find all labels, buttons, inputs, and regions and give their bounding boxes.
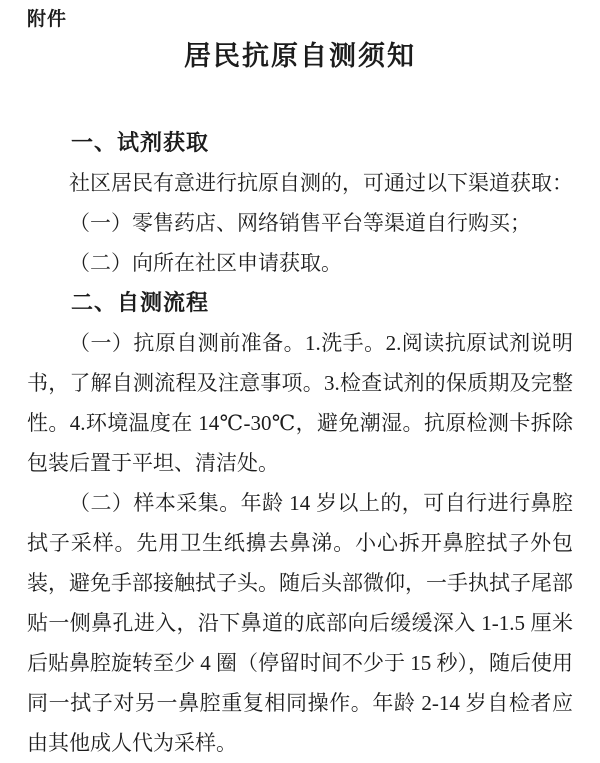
section-heading-self-test-procedure: 二、自测流程 xyxy=(71,290,210,315)
attachment-label: 附件 xyxy=(27,9,68,30)
paragraph-procedure-preparation: （一）抗原自测前准备。1.洗手。2.阅读抗原试剂说明书，了解自测流程及注意事项。3.检查试剂的保质期及完整性。4.环境温度在 14℃-30℃，避免潮湿。抗原检测卡拆除包装后置于平坦、清洁处。 xyxy=(27,331,573,475)
paragraph-acquisition-intro: 社区居民有意进行抗原自测的，可通过以下渠道获取： xyxy=(69,171,573,195)
page-title: 居民抗原自测须知 xyxy=(184,41,416,71)
section-heading-reagent-acquisition: 一、试剂获取 xyxy=(71,130,210,155)
paragraph-acquisition-item-1: （一）零售药店、网络销售平台等渠道自行购买； xyxy=(69,211,531,235)
paragraph-acquisition-item-2: （二）向所在社区申请获取。 xyxy=(69,251,342,275)
document-body xyxy=(27,123,573,763)
paragraph-procedure-sample-collection: （二）样本采集。年龄 14 岁以上的，可自行进行鼻腔拭子采样。先用卫生纸擤去鼻涕。小心拆开鼻腔拭子外包装，避免手部接触拭子头。随后头部微仰，一手执拭子尾部贴一侧鼻孔进入，沿下鼻道的底部向后缓缓深入 1-1.5 厘米后贴鼻腔旋转至少 4 圈（停留时间不少于 15 秒），随后使用同一拭子对另一鼻腔重复相同操作。年龄 2-14 岁自检者应由其他成人代为采样。 xyxy=(27,491,573,755)
